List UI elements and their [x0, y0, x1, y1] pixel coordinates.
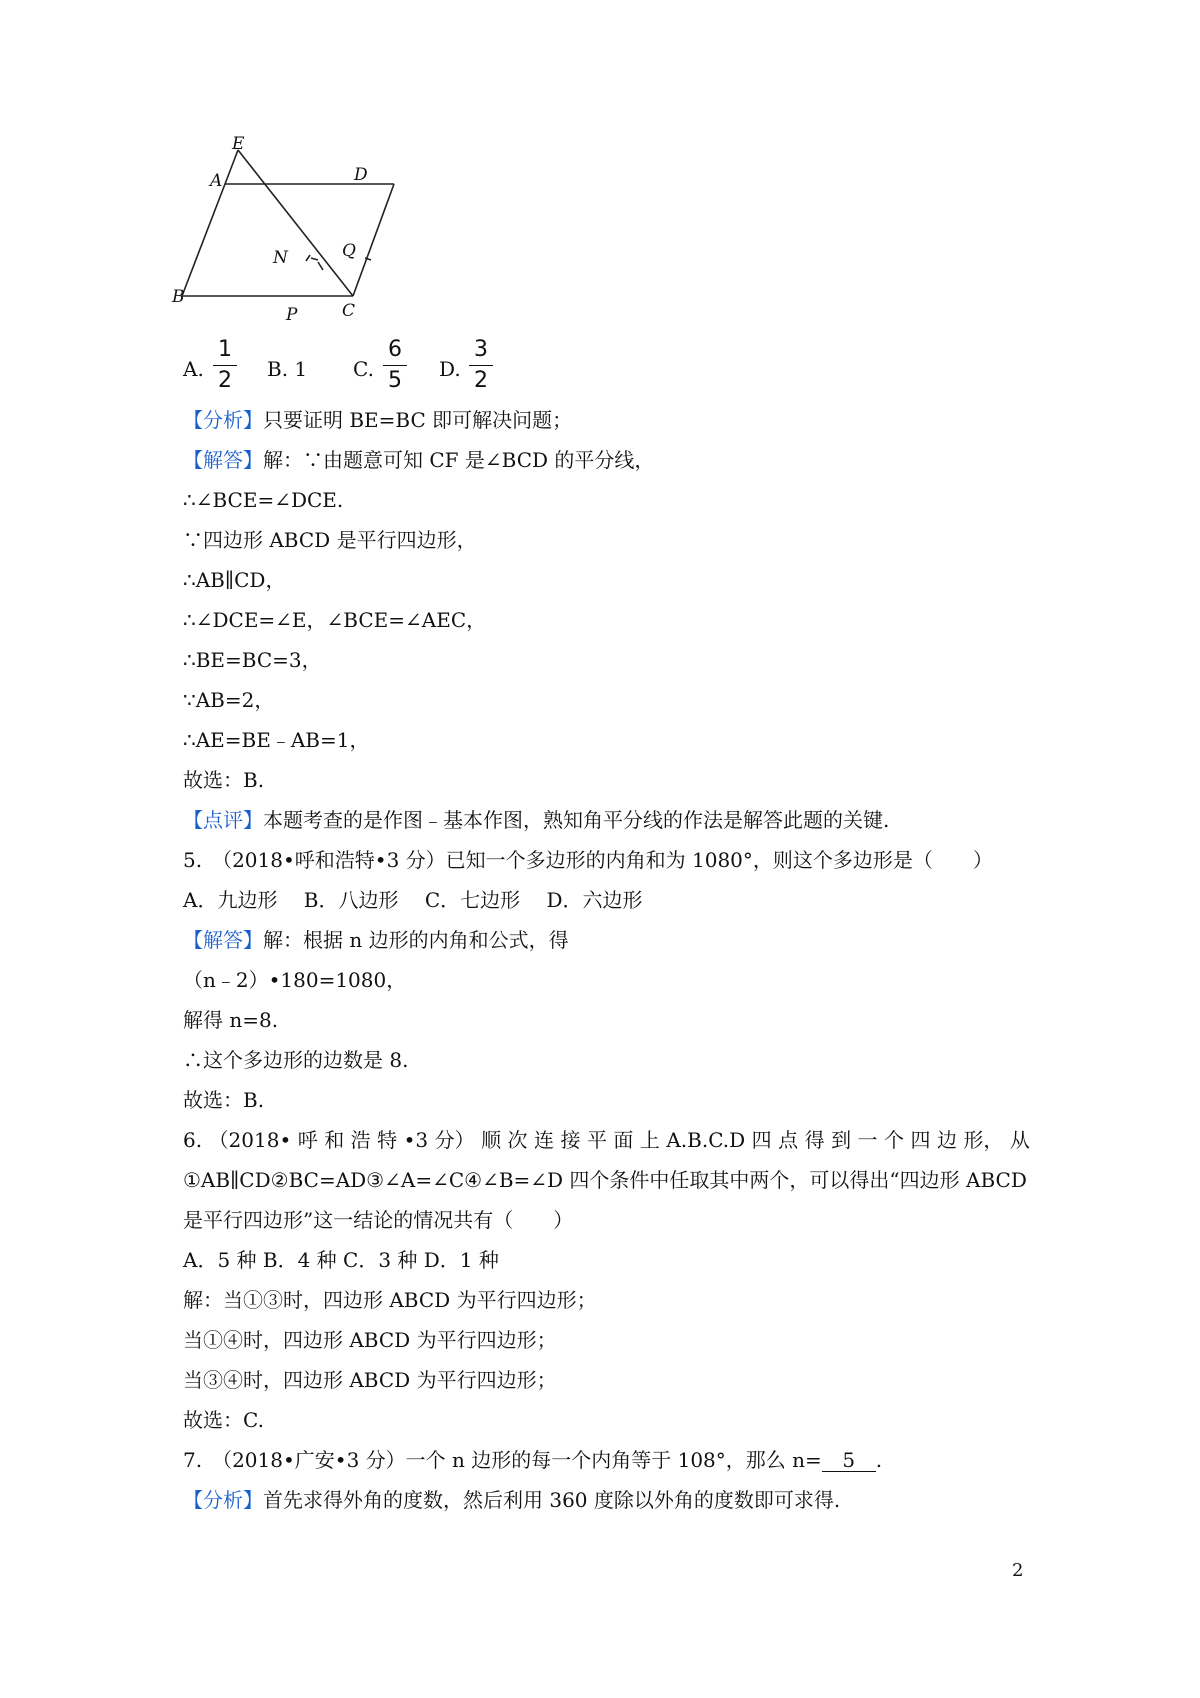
q4-step: ∴AB∥CD， — [183, 568, 286, 592]
q6-options: A．5 种 B．4 种 C．3 种 D．1 种 — [183, 1248, 499, 1272]
q6-step: 当③④时，四边形 ABCD 为平行四边形； — [183, 1368, 557, 1392]
fraction-c: 6 5 — [383, 337, 407, 394]
q5-options: A．九边形 B．八边形 C．七边形 D．六边形 — [183, 888, 643, 912]
q5-step: ∴这个多边形的边数是 8. — [183, 1048, 409, 1072]
q7-analysis: 【分析】首先求得外角的度数，然后利用 360 度除以外角的度数即可求得. — [183, 1488, 841, 1512]
label-n: N — [273, 248, 288, 268]
tick-n — [311, 258, 318, 260]
q5-step: （n﹣2）•180=1080， — [183, 968, 407, 992]
q4-step: ∴∠DCE=∠E，∠BCE=∠AEC， — [183, 608, 487, 632]
parallelogram-diagram — [172, 134, 400, 328]
q6-question-line2: ①AB∥CD②BC=AD③∠A=∠C④∠B=∠D 四个条件中任取其中两个，可以得出“四边形 ABCD — [183, 1168, 1027, 1192]
label-c: C — [342, 301, 356, 321]
q4-step: ∵AB=2， — [183, 688, 275, 712]
q4-comment: 【点评】本题考查的是作图﹣基本作图，熟知角平分线的作法是解答此题的关键. — [183, 808, 890, 832]
q6-step: 当①④时，四边形 ABCD 为平行四边形； — [183, 1328, 557, 1352]
label-d: D — [354, 165, 368, 185]
q5-answer: 【解答】解：根据 n 边形的内角和公式，得 — [183, 928, 569, 952]
tick-n2 — [306, 255, 310, 261]
answer-blank: 5 — [822, 1449, 876, 1472]
tick-p — [318, 262, 323, 270]
label-p: P — [286, 305, 298, 325]
q5-question: 5. （2018•呼和浩特•3 分）已知一个多边形的内角和为 1080°，则这个多边形是（ ） — [183, 848, 993, 872]
q6-question-line3: 是平行四边形”这一结论的情况共有（ ） — [183, 1208, 574, 1232]
q4-step: ∵四边形 ABCD 是平行四边形， — [183, 528, 477, 552]
q4-step: ∴AE=BE﹣AB=1， — [183, 728, 370, 752]
q5-step: 故选：B. — [183, 1088, 265, 1112]
segment-dc — [353, 184, 394, 296]
q4-analysis: 【分析】只要证明 BE=BC 即可解决问题； — [183, 408, 573, 432]
fraction-a: 1 2 — [213, 337, 237, 394]
geometry-figure — [172, 134, 400, 332]
q5-step: 解得 n=8. — [183, 1008, 279, 1032]
fraction-d: 3 2 — [469, 337, 493, 394]
q7-question: 7. （2018•广安•3 分）一个 n 边形的每一个内角等于 108°，那么 n= 5 . — [183, 1448, 883, 1472]
q4-answer: 【解答】解：∵由题意可知 CF 是∠BCD 的平分线， — [183, 448, 655, 472]
label-b: B — [172, 287, 185, 307]
q6-question-line1: 6. （2018• 呼 和 浩 特 •3 分） 顺 次 连 接 平 面 上 A.B.C.D 四 点 得 到 一 个 四 边 形， 从 — [183, 1128, 1030, 1152]
q4-step: 故选：B. — [183, 768, 265, 792]
q6-step: 故选：C. — [183, 1408, 264, 1432]
page-number: 2 — [1012, 1560, 1024, 1581]
q4-step: ∴BE=BC=3， — [183, 648, 322, 672]
segment-ae — [225, 150, 238, 184]
label-a: A — [210, 171, 223, 191]
q6-step: 解：当①③时，四边形 ABCD 为平行四边形； — [183, 1288, 597, 1312]
q4-step: ∴∠BCE=∠DCE. — [183, 488, 344, 512]
segment-ec — [238, 150, 353, 296]
label-e: E — [232, 134, 245, 154]
segment-ab — [182, 184, 225, 296]
label-q: Q — [342, 241, 356, 261]
